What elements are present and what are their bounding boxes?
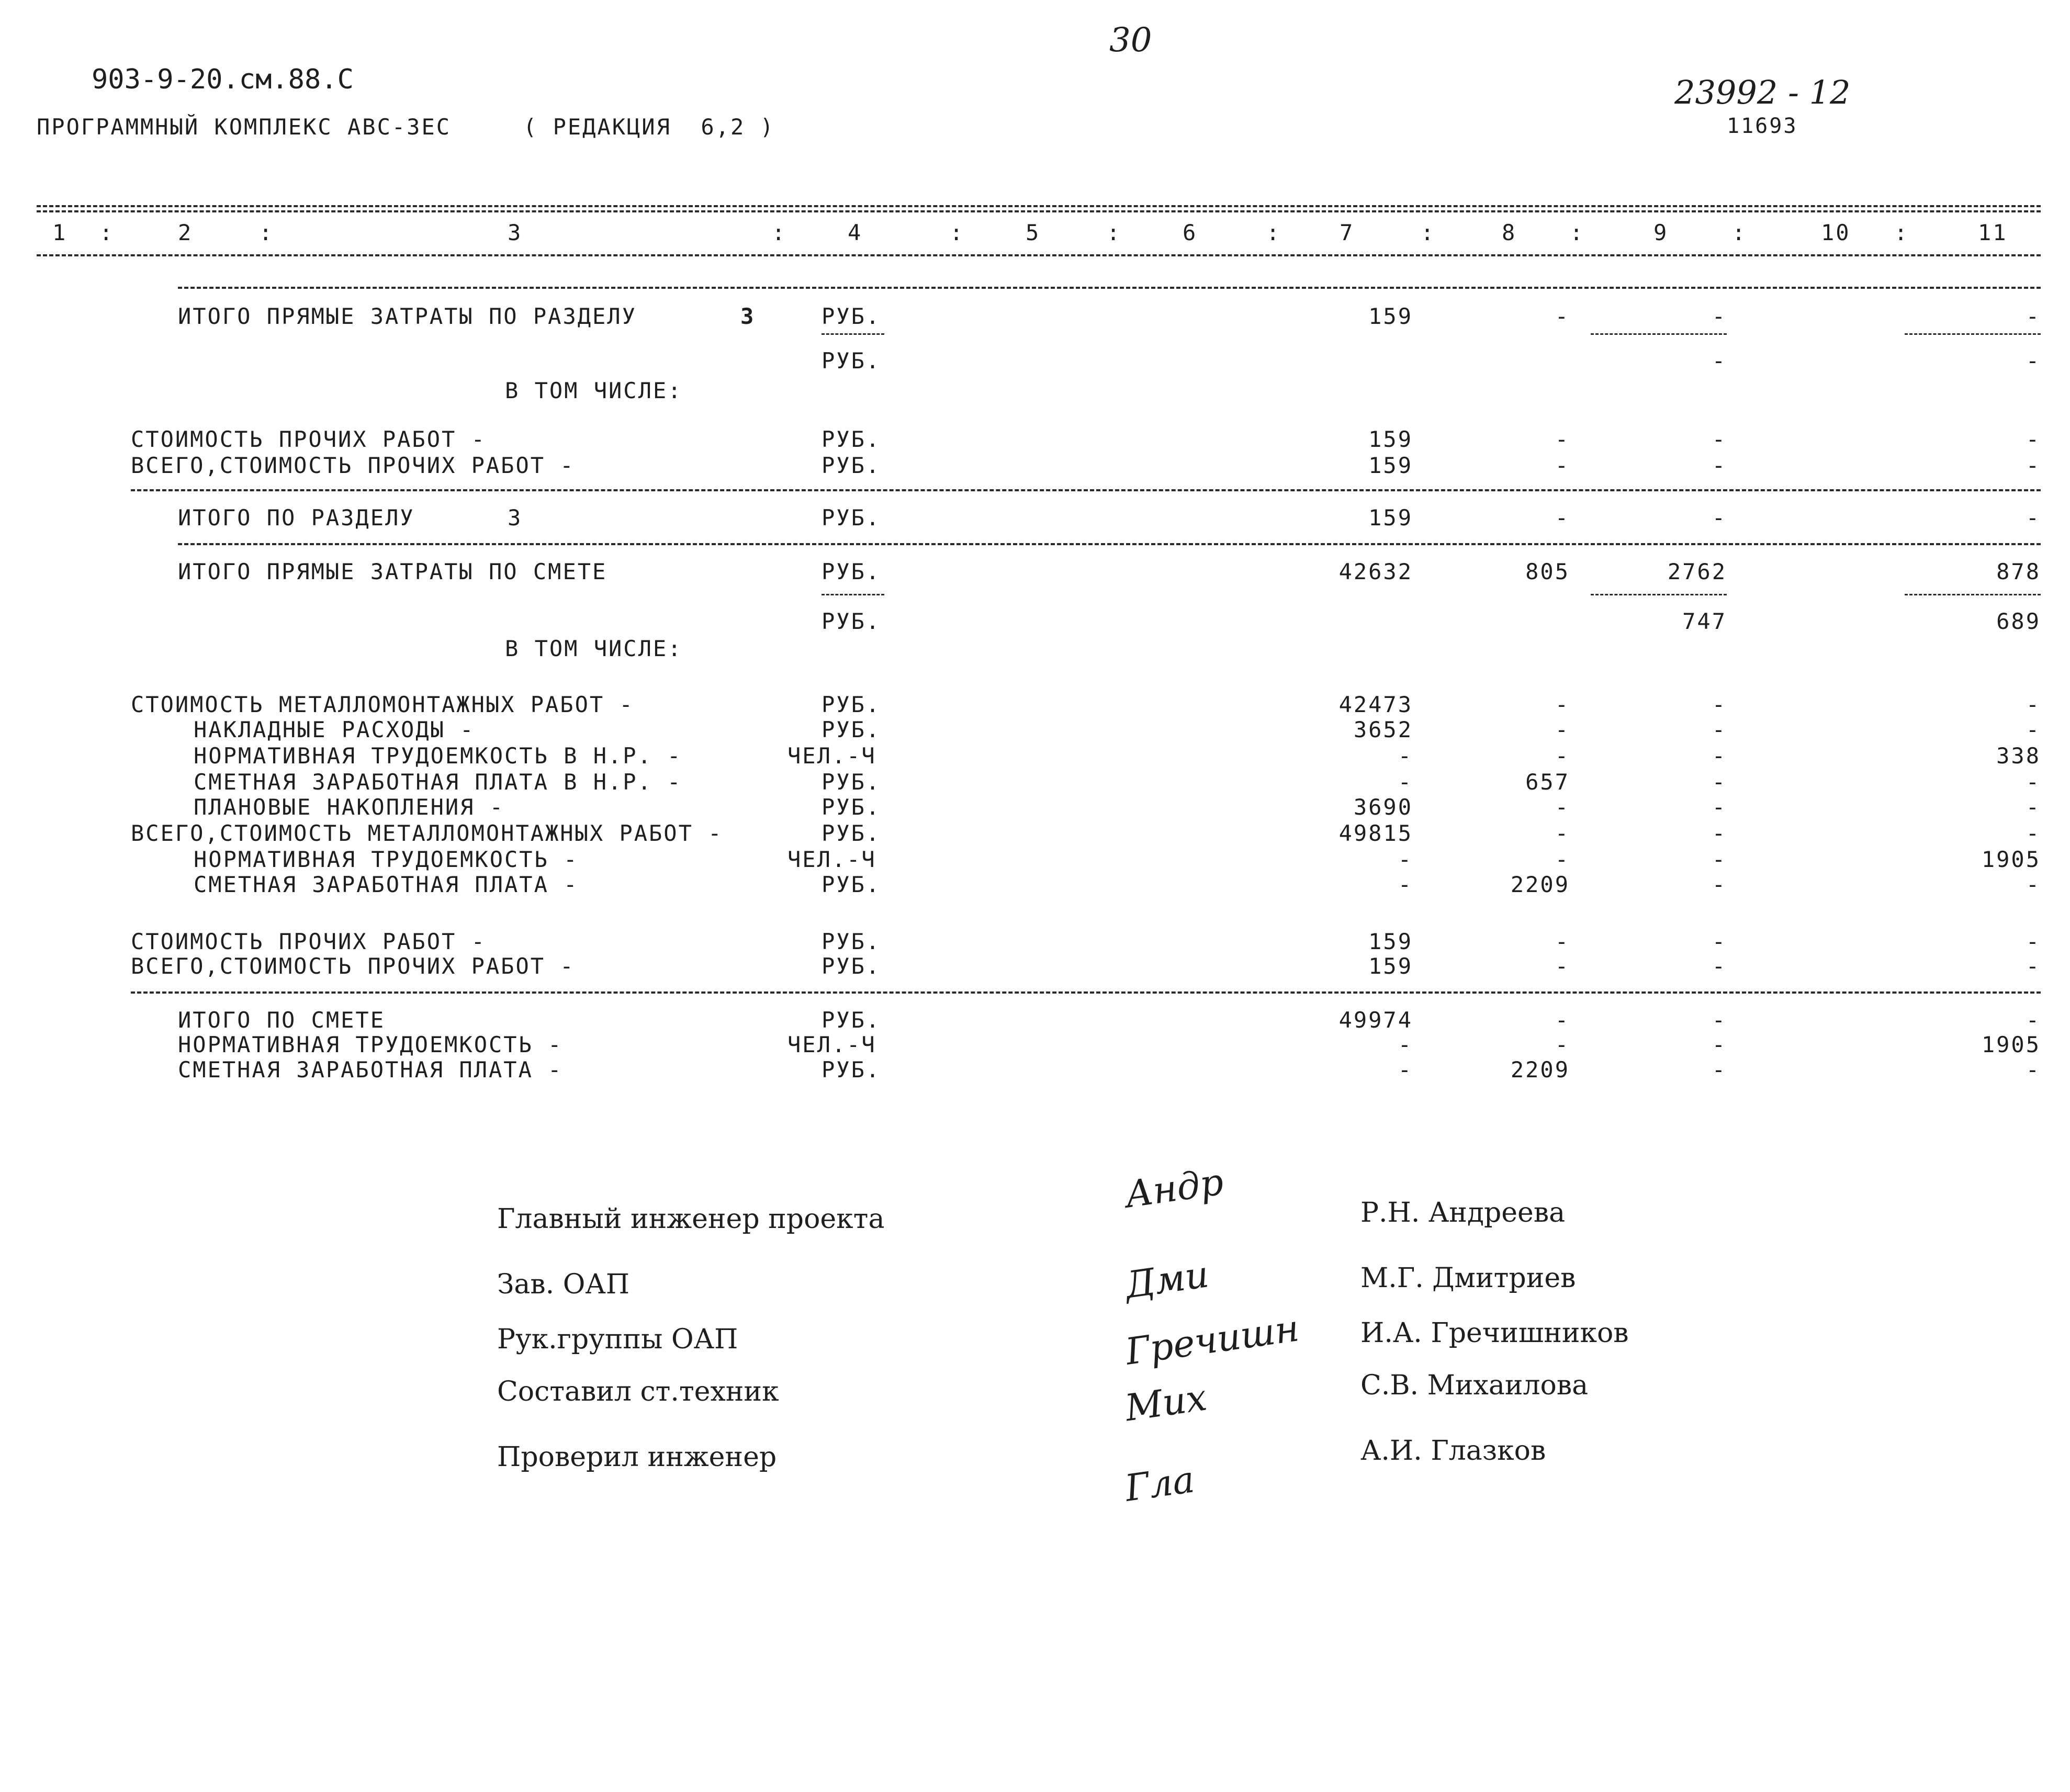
column-number: 6 [1183, 220, 1198, 245]
row-label: ВСЕГО,СТОИМОСТЬ МЕТАЛЛОМОНТАЖНЫХ РАБОТ - [131, 820, 723, 846]
row-unit: ЧЕЛ.-Ч [788, 1032, 876, 1057]
cell-c7: - [1398, 769, 1413, 795]
cell-c8: - [1555, 743, 1570, 769]
cell-c9: - [1712, 303, 1727, 329]
cell-c11: - [2026, 929, 2041, 954]
row-label: ИТОГО ПРЯМЫЕ ЗАТРАТЫ ПО РАЗДЕЛУ [178, 303, 637, 329]
cell-c8: - [1555, 303, 1570, 329]
signature: Гречишн [1122, 1306, 1302, 1373]
column-separator: : [772, 220, 787, 245]
cell-c11: 689 [1996, 608, 2041, 634]
cell-c7: - [1398, 1057, 1413, 1083]
row-unit: РУБ. [822, 1057, 881, 1083]
cell-c7: 159 [1368, 426, 1413, 452]
row-unit: РУБ. [822, 303, 881, 329]
row-label: НОРМАТИВНАЯ ТРУДОЕМКОСТЬ - [178, 1032, 563, 1057]
cell-c11: - [2026, 692, 2041, 717]
column-separator: : [1421, 220, 1436, 245]
cell-c8: 2209 [1510, 872, 1570, 897]
cell-c11: - [2026, 348, 2041, 374]
cell-c9: - [1712, 794, 1727, 820]
cell-c7: 42473 [1338, 692, 1413, 717]
dashed-rule [178, 287, 2041, 289]
row-label: НОРМАТИВНАЯ ТРУДОЕМКОСТЬ - [194, 847, 579, 872]
column-number: 4 [848, 220, 863, 245]
cell-c11: - [2026, 505, 2041, 531]
signer-name: А.И. Глазков [1360, 1435, 1546, 1467]
dashed-rule [1905, 333, 2041, 335]
row-label: СТОИМОСТЬ ПРОЧИХ РАБОТ - [131, 929, 486, 954]
row-unit: РУБ. [822, 872, 881, 897]
cell-c11: 338 [1996, 743, 2041, 769]
signature: Андр [1122, 1160, 1227, 1216]
cell-c8: - [1555, 1032, 1570, 1057]
row-unit: ЧЕЛ.-Ч [788, 743, 876, 769]
signer-title: Рук.группы ОАП [497, 1324, 738, 1355]
cell-c9: - [1712, 505, 1727, 531]
cell-c8: - [1555, 820, 1570, 846]
column-number: 8 [1502, 220, 1517, 245]
row-label: СМЕТНАЯ ЗАРАБОТНАЯ ПЛАТА В Н.Р. - [194, 769, 682, 795]
column-number: 2 [178, 220, 193, 245]
column-number: 10 [1821, 220, 1851, 245]
cell-c7: - [1398, 847, 1413, 872]
row-label: ВСЕГО,СТОИМОСТЬ ПРОЧИХ РАБОТ - [131, 953, 575, 979]
signature: Мих [1122, 1376, 1210, 1430]
stamp-number: 11693 [1727, 114, 1798, 138]
cell-c9: - [1712, 692, 1727, 717]
cell-c11: - [2026, 1057, 2041, 1083]
signer-title: Главный инженер проекта [497, 1203, 885, 1235]
row-unit: РУБ. [822, 608, 881, 634]
header-rule-top-2 [37, 210, 2041, 212]
column-separator: : [1107, 220, 1122, 245]
dashed-rule [1591, 333, 1727, 335]
row-unit: РУБ. [822, 348, 881, 374]
cell-c9: - [1712, 872, 1727, 897]
cell-c9: - [1712, 847, 1727, 872]
column-separator: : [1570, 220, 1585, 245]
row-unit: РУБ. [822, 794, 881, 820]
cell-c11: - [2026, 820, 2041, 846]
cell-c7: - [1398, 743, 1413, 769]
column-number: 9 [1653, 220, 1669, 245]
cell-c9: 747 [1682, 608, 1727, 634]
row-label: СМЕТНАЯ ЗАРАБОТНАЯ ПЛАТА - [178, 1057, 563, 1083]
cell-c9: - [1712, 453, 1727, 478]
cell-c9: - [1712, 953, 1727, 979]
row-unit: РУБ. [822, 820, 881, 846]
cell-c7: 159 [1368, 303, 1413, 329]
row-section-number: 3 [740, 303, 756, 329]
row-unit: ЧЕЛ.-Ч [788, 847, 876, 872]
cell-c8: - [1555, 929, 1570, 954]
column-separator: : [99, 220, 115, 245]
cell-c9: - [1712, 929, 1727, 954]
cell-c11: 1905 [1981, 847, 2041, 872]
page-number: 30 [1109, 21, 1152, 60]
dashed-rule [178, 543, 2041, 545]
edition-label: ( РЕДАКЦИЯ 6,2 ) [523, 114, 775, 140]
handwritten-number: 23992 - 12 [1674, 73, 1851, 111]
cell-c11: - [2026, 717, 2041, 742]
cell-c11: - [2026, 1007, 2041, 1033]
cell-c9: - [1712, 717, 1727, 742]
signer-name: Р.Н. Андреева [1360, 1197, 1566, 1229]
header-rule-top [37, 205, 2041, 207]
column-number: 11 [1978, 220, 2008, 245]
cell-c7: - [1398, 872, 1413, 897]
cell-c11: - [2026, 303, 2041, 329]
row-unit: РУБ. [822, 769, 881, 795]
row-label: ИТОГО ПО РАЗДЕЛУ [178, 505, 415, 531]
signer-title: Зав. ОАП [497, 1269, 630, 1300]
row-label: В ТОМ ЧИСЛЕ: [505, 636, 683, 661]
row-unit: РУБ. [822, 1007, 881, 1033]
cell-c7: 159 [1368, 453, 1413, 478]
row-unit: РУБ. [822, 426, 881, 452]
cell-c7: 42632 [1338, 559, 1413, 584]
column-separator: : [259, 220, 274, 245]
cell-c7: - [1398, 1032, 1413, 1057]
dashed-rule [131, 991, 2041, 994]
cell-c11: - [2026, 794, 2041, 820]
cell-c7: 49815 [1338, 820, 1413, 846]
cell-c11: 878 [1996, 559, 2041, 584]
row-label: СТОИМОСТЬ ПРОЧИХ РАБОТ - [131, 426, 486, 452]
signer-name: И.А. Гречишников [1360, 1317, 1629, 1349]
cell-c7: 3690 [1353, 794, 1413, 820]
cell-c8: - [1555, 953, 1570, 979]
cell-c7: 159 [1368, 953, 1413, 979]
column-number: 3 [508, 220, 523, 245]
cell-c7: 159 [1368, 929, 1413, 954]
cell-c11: - [2026, 953, 2041, 979]
cell-c8: 2209 [1510, 1057, 1570, 1083]
signer-title: Составил ст.техник [497, 1376, 779, 1407]
column-separator: : [1266, 220, 1281, 245]
row-unit: РУБ. [822, 953, 881, 979]
dashed-rule [822, 594, 884, 595]
dashed-rule [1591, 594, 1727, 595]
cell-c8: - [1555, 717, 1570, 742]
column-separator: : [1894, 220, 1909, 245]
row-label: ИТОГО ПРЯМЫЕ ЗАТРАТЫ ПО СМЕТЕ [178, 559, 608, 584]
column-separator: : [1732, 220, 1747, 245]
cell-c11: - [2026, 872, 2041, 897]
cell-c9: - [1712, 1007, 1727, 1033]
cell-c8: 657 [1525, 769, 1570, 795]
row-label: НАКЛАДНЫЕ РАСХОДЫ - [194, 717, 475, 742]
cell-c8: - [1555, 453, 1570, 478]
cell-c8: - [1555, 426, 1570, 452]
cell-c9: 2762 [1667, 559, 1727, 584]
cell-c11: - [2026, 453, 2041, 478]
signer-name: М.Г. Дмитриев [1360, 1263, 1576, 1294]
cell-c11: 1905 [1981, 1032, 2041, 1057]
cell-c9: - [1712, 820, 1727, 846]
cell-c8: - [1555, 505, 1570, 531]
dashed-rule [1905, 594, 2041, 595]
signer-title: Проверил инженер [497, 1441, 777, 1473]
dashed-rule [822, 333, 884, 335]
cell-c9: - [1712, 1057, 1727, 1083]
cell-c9: - [1712, 1032, 1727, 1057]
cell-c11: - [2026, 769, 2041, 795]
column-number: 7 [1340, 220, 1355, 245]
row-label: ПЛАНОВЫЕ НАКОПЛЕНИЯ - [194, 794, 505, 820]
program-title: ПРОГРАММНЫЙ КОМПЛЕКС АВС-3ЕС [37, 114, 452, 140]
row-label: НОРМАТИВНАЯ ТРУДОЕМКОСТЬ В Н.Р. - [194, 743, 682, 769]
row-label: СТОИМОСТЬ МЕТАЛЛОМОНТАЖНЫХ РАБОТ - [131, 692, 634, 717]
row-unit: РУБ. [822, 929, 881, 954]
row-label: ИТОГО ПО СМЕТЕ [178, 1007, 386, 1033]
cell-c8: 805 [1525, 559, 1570, 584]
column-number: 5 [1026, 220, 1041, 245]
row-label: ВСЕГО,СТОИМОСТЬ ПРОЧИХ РАБОТ - [131, 453, 575, 478]
signature: Дми [1122, 1253, 1211, 1307]
column-number: 1 [52, 220, 68, 245]
row-unit: РУБ. [822, 505, 881, 531]
cell-c9: - [1712, 426, 1727, 452]
cell-c8: - [1555, 847, 1570, 872]
row-unit: РУБ. [822, 692, 881, 717]
signer-name: С.В. Михаилова [1360, 1370, 1589, 1401]
cell-c7: 159 [1368, 505, 1413, 531]
row-unit: РУБ. [822, 559, 881, 584]
signature: Гла [1122, 1458, 1197, 1510]
cell-c9: - [1712, 769, 1727, 795]
row-unit: РУБ. [822, 453, 881, 478]
row-unit: РУБ. [822, 717, 881, 742]
header-rule-bottom [37, 254, 2041, 256]
cell-c7: 3652 [1353, 717, 1413, 742]
cell-c9: - [1712, 743, 1727, 769]
cell-c8: - [1555, 1007, 1570, 1033]
column-separator: : [950, 220, 965, 245]
cell-c11: - [2026, 426, 2041, 452]
row-label: СМЕТНАЯ ЗАРАБОТНАЯ ПЛАТА - [194, 872, 579, 897]
document-code: 903-9-20.см.88.С [92, 64, 354, 95]
row-section-number: 3 [508, 505, 523, 531]
dashed-rule [131, 489, 2041, 491]
row-label: В ТОМ ЧИСЛЕ: [505, 378, 683, 403]
cell-c8: - [1555, 692, 1570, 717]
cell-c7: 49974 [1338, 1007, 1413, 1033]
cell-c9: - [1712, 348, 1727, 374]
cell-c8: - [1555, 794, 1570, 820]
